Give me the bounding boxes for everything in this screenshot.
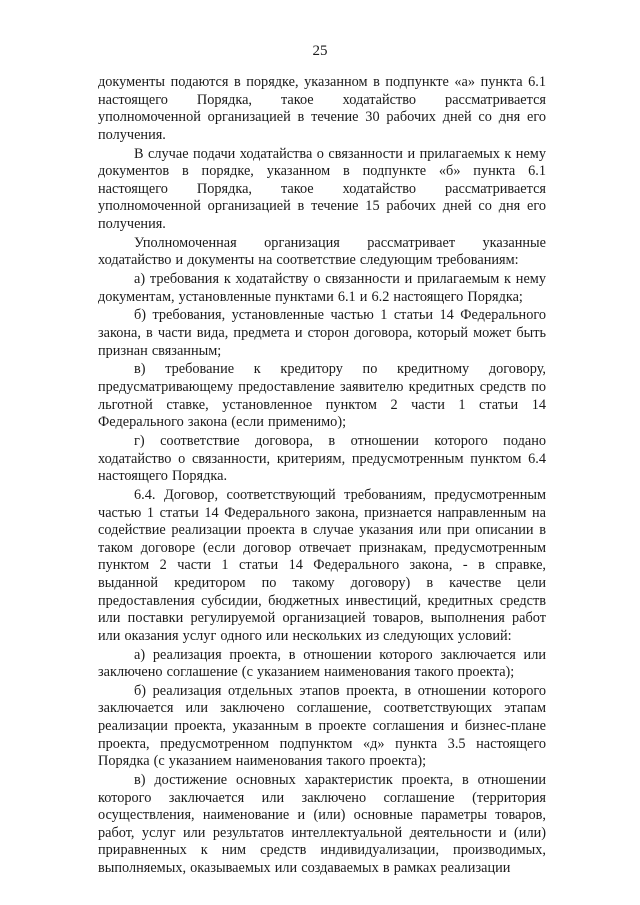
paragraph: В случае подачи ходатайства о связанности и прилагаемых к нему документов в порядке, указанном в подпункте «б» пункта 6.1 настоящего Порядка, такое ходатайство рассматривается уполномоченной организацией в течение 15 рабочих дней со дня его получения. bbox=[98, 145, 546, 232]
list-item: в) требование к кредитору по кредитному договору, предусматривающему предоставление заявителю кредитных средств по льготной ставке, установленное пунктом 2 части 1 статьи 14 Федерального закона (если применимо); bbox=[98, 361, 546, 431]
list-item: а) требования к ходатайству о связанности и прилагаемым к нему документам, установленные пунктами 6.1 и 6.2 настоящего Порядка; bbox=[98, 271, 546, 305]
list-item: а) реализация проекта, в отношении которого заключается или заключено соглашение (с указанием наименования такого проекта); bbox=[98, 646, 546, 681]
paragraph-continuation: документы подаются в порядке, указанном в подпункте «а» пункта 6.1 настоящего Порядка, такое ходатайство рассматривается уполномоченной организацией в течение 30 рабочих дней со дня его получения. bbox=[98, 74, 546, 143]
document-body bbox=[98, 74, 546, 879]
list-item: б) реализация отдельных этапов проекта, в отношении которого заключается или заключено соглашение, соответствующих этапам реализации проекта, указанным в проекте соглашения и бизнес-плане проекта, предусмотренном подпунктом «д» пункта 3.5 настоящего Порядка (с указанием наименования такого проекта); bbox=[98, 682, 546, 770]
list-item: в) достижение основных характеристик проекта, в отношении которого заключается или заключено соглашение (территория осуществления, наименование и (или) основные параметры товаров, работ, услуг или результатов интеллектуальной деятельности и (или) приравненных к ним средств индивидуализации, производимых, выполняемых, оказываемых или создаваемых в рамках реализации bbox=[98, 772, 546, 876]
list-item: г) соответствие договора, в отношении которого подано ходатайство о связанности, критериям, предусмотренным пунктом 6.4 настоящего Порядка. bbox=[98, 433, 546, 485]
page-number: 25 bbox=[312, 43, 328, 59]
list-item: б) требования, установленные частью 1 статьи 14 Федерального закона, в части вида, предмета и сторон договора, который может быть признан связанным; bbox=[98, 307, 546, 359]
paragraph: Уполномоченная организация рассматривает указанные ходатайство и документы на соответствие следующим требованиям: bbox=[98, 234, 546, 269]
section-paragraph: 6.4. Договор, соответствующий требованиям, предусмотренным частью 1 статьи 14 Федерального закона, признается направленным на содействие реализации проекта в случае указания или при описании в таком договоре (если договор отвечает признакам, предусмотренным пунктом 2 части 1 статьи 14 Федерального закона, - в справке, выданной кредитором по такому договору) в качестве цели предоставления субсидии, бюджетных инвестиций, кредитных средств или поставки регулируемой организацией товаров, выполнения работ или оказания услуг одного или нескольких из следующих условий: bbox=[98, 486, 546, 644]
